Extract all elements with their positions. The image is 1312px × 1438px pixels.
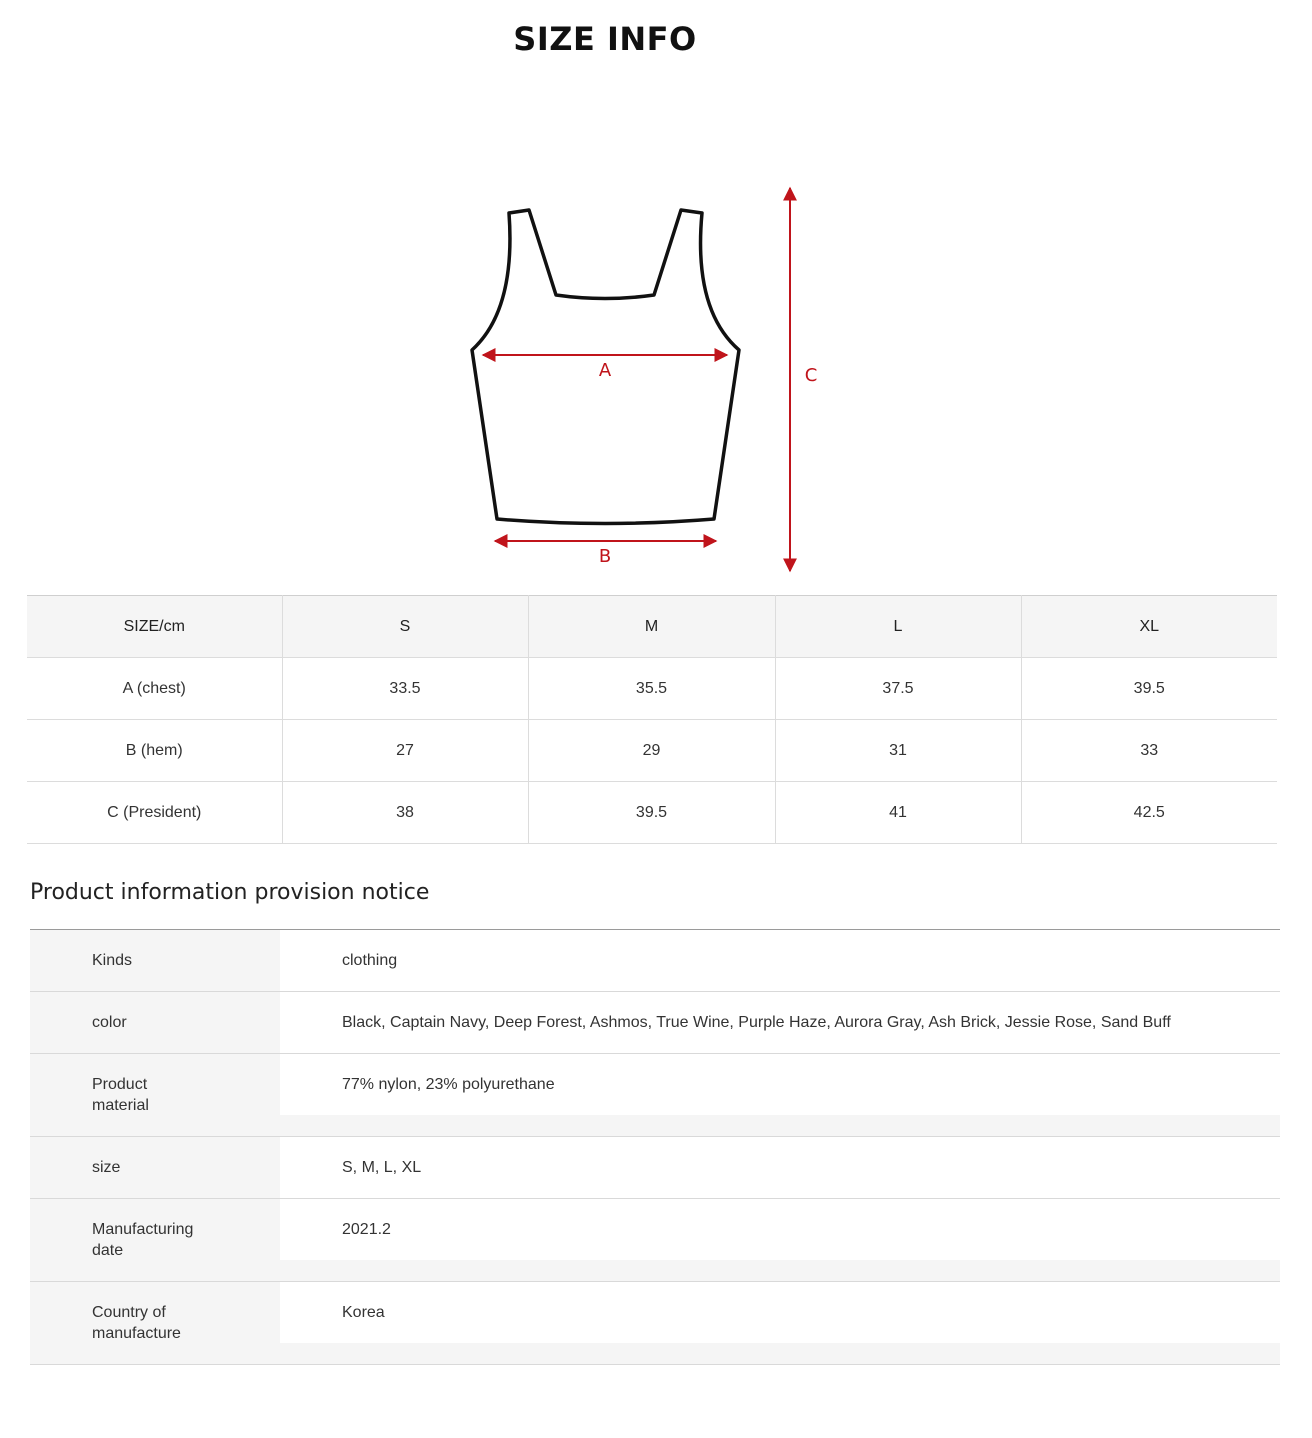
size-header-cell: M (528, 596, 775, 658)
row-label: B (hem) (27, 720, 282, 782)
table-cell: 29 (528, 720, 775, 782)
size-table (27, 595, 1277, 844)
info-key: Product material (92, 1076, 149, 1114)
table-row (27, 782, 1277, 844)
info-key: color (92, 1014, 127, 1031)
info-row-manufacturing-date (30, 1199, 1280, 1282)
table-cell: 31 (775, 720, 1021, 782)
info-row-color (30, 992, 1280, 1054)
row-label: C (President) (27, 782, 282, 844)
table-cell: 33.5 (282, 658, 528, 720)
info-value: clothing (280, 930, 1280, 991)
info-value: 2021.2 (280, 1199, 1280, 1260)
info-key: Country of manufacture (92, 1304, 181, 1342)
info-value: 77% nylon, 23% polyurethane (280, 1054, 1280, 1115)
table-cell: 38 (282, 782, 528, 844)
info-key: size (92, 1159, 121, 1176)
size-header-cell: XL (1021, 596, 1277, 658)
chest-label: A (598, 360, 612, 381)
product-info-table (30, 929, 1280, 1365)
table-row (27, 720, 1277, 782)
table-cell: 33 (1021, 720, 1277, 782)
info-row-country (30, 1282, 1280, 1365)
table-cell: 39.5 (1021, 658, 1277, 720)
table-cell: 37.5 (775, 658, 1021, 720)
info-value: Korea (280, 1282, 1280, 1343)
info-value: Black, Captain Navy, Deep Forest, Ashmos, True Wine, Purple Haze, Aurora Gray, Ash Brick, Jessie Rose, Sand Buff (280, 992, 1280, 1053)
size-table-header-row (27, 596, 1277, 658)
info-row-material (30, 1054, 1280, 1137)
notice-title: Product information provision notice (30, 880, 430, 905)
table-cell: 42.5 (1021, 782, 1277, 844)
size-header-cell: SIZE/cm (27, 596, 282, 658)
info-key: Kinds (92, 952, 133, 969)
table-cell: 41 (775, 782, 1021, 844)
length-label: C (804, 365, 818, 386)
info-row-size (30, 1137, 1280, 1199)
hem-label: B (598, 546, 612, 567)
info-row-kinds (30, 930, 1280, 992)
info-key: Manufacturing date (92, 1221, 194, 1259)
page-title: SIZE INFO (513, 20, 697, 58)
table-cell: 27 (282, 720, 528, 782)
table-cell: 35.5 (528, 658, 775, 720)
table-row (27, 658, 1277, 720)
size-diagram (0, 0, 1312, 600)
size-header-cell: L (775, 596, 1021, 658)
size-header-cell: S (282, 596, 528, 658)
info-value: S, M, L, XL (280, 1137, 1280, 1198)
table-cell: 39.5 (528, 782, 775, 844)
row-label: A (chest) (27, 658, 282, 720)
